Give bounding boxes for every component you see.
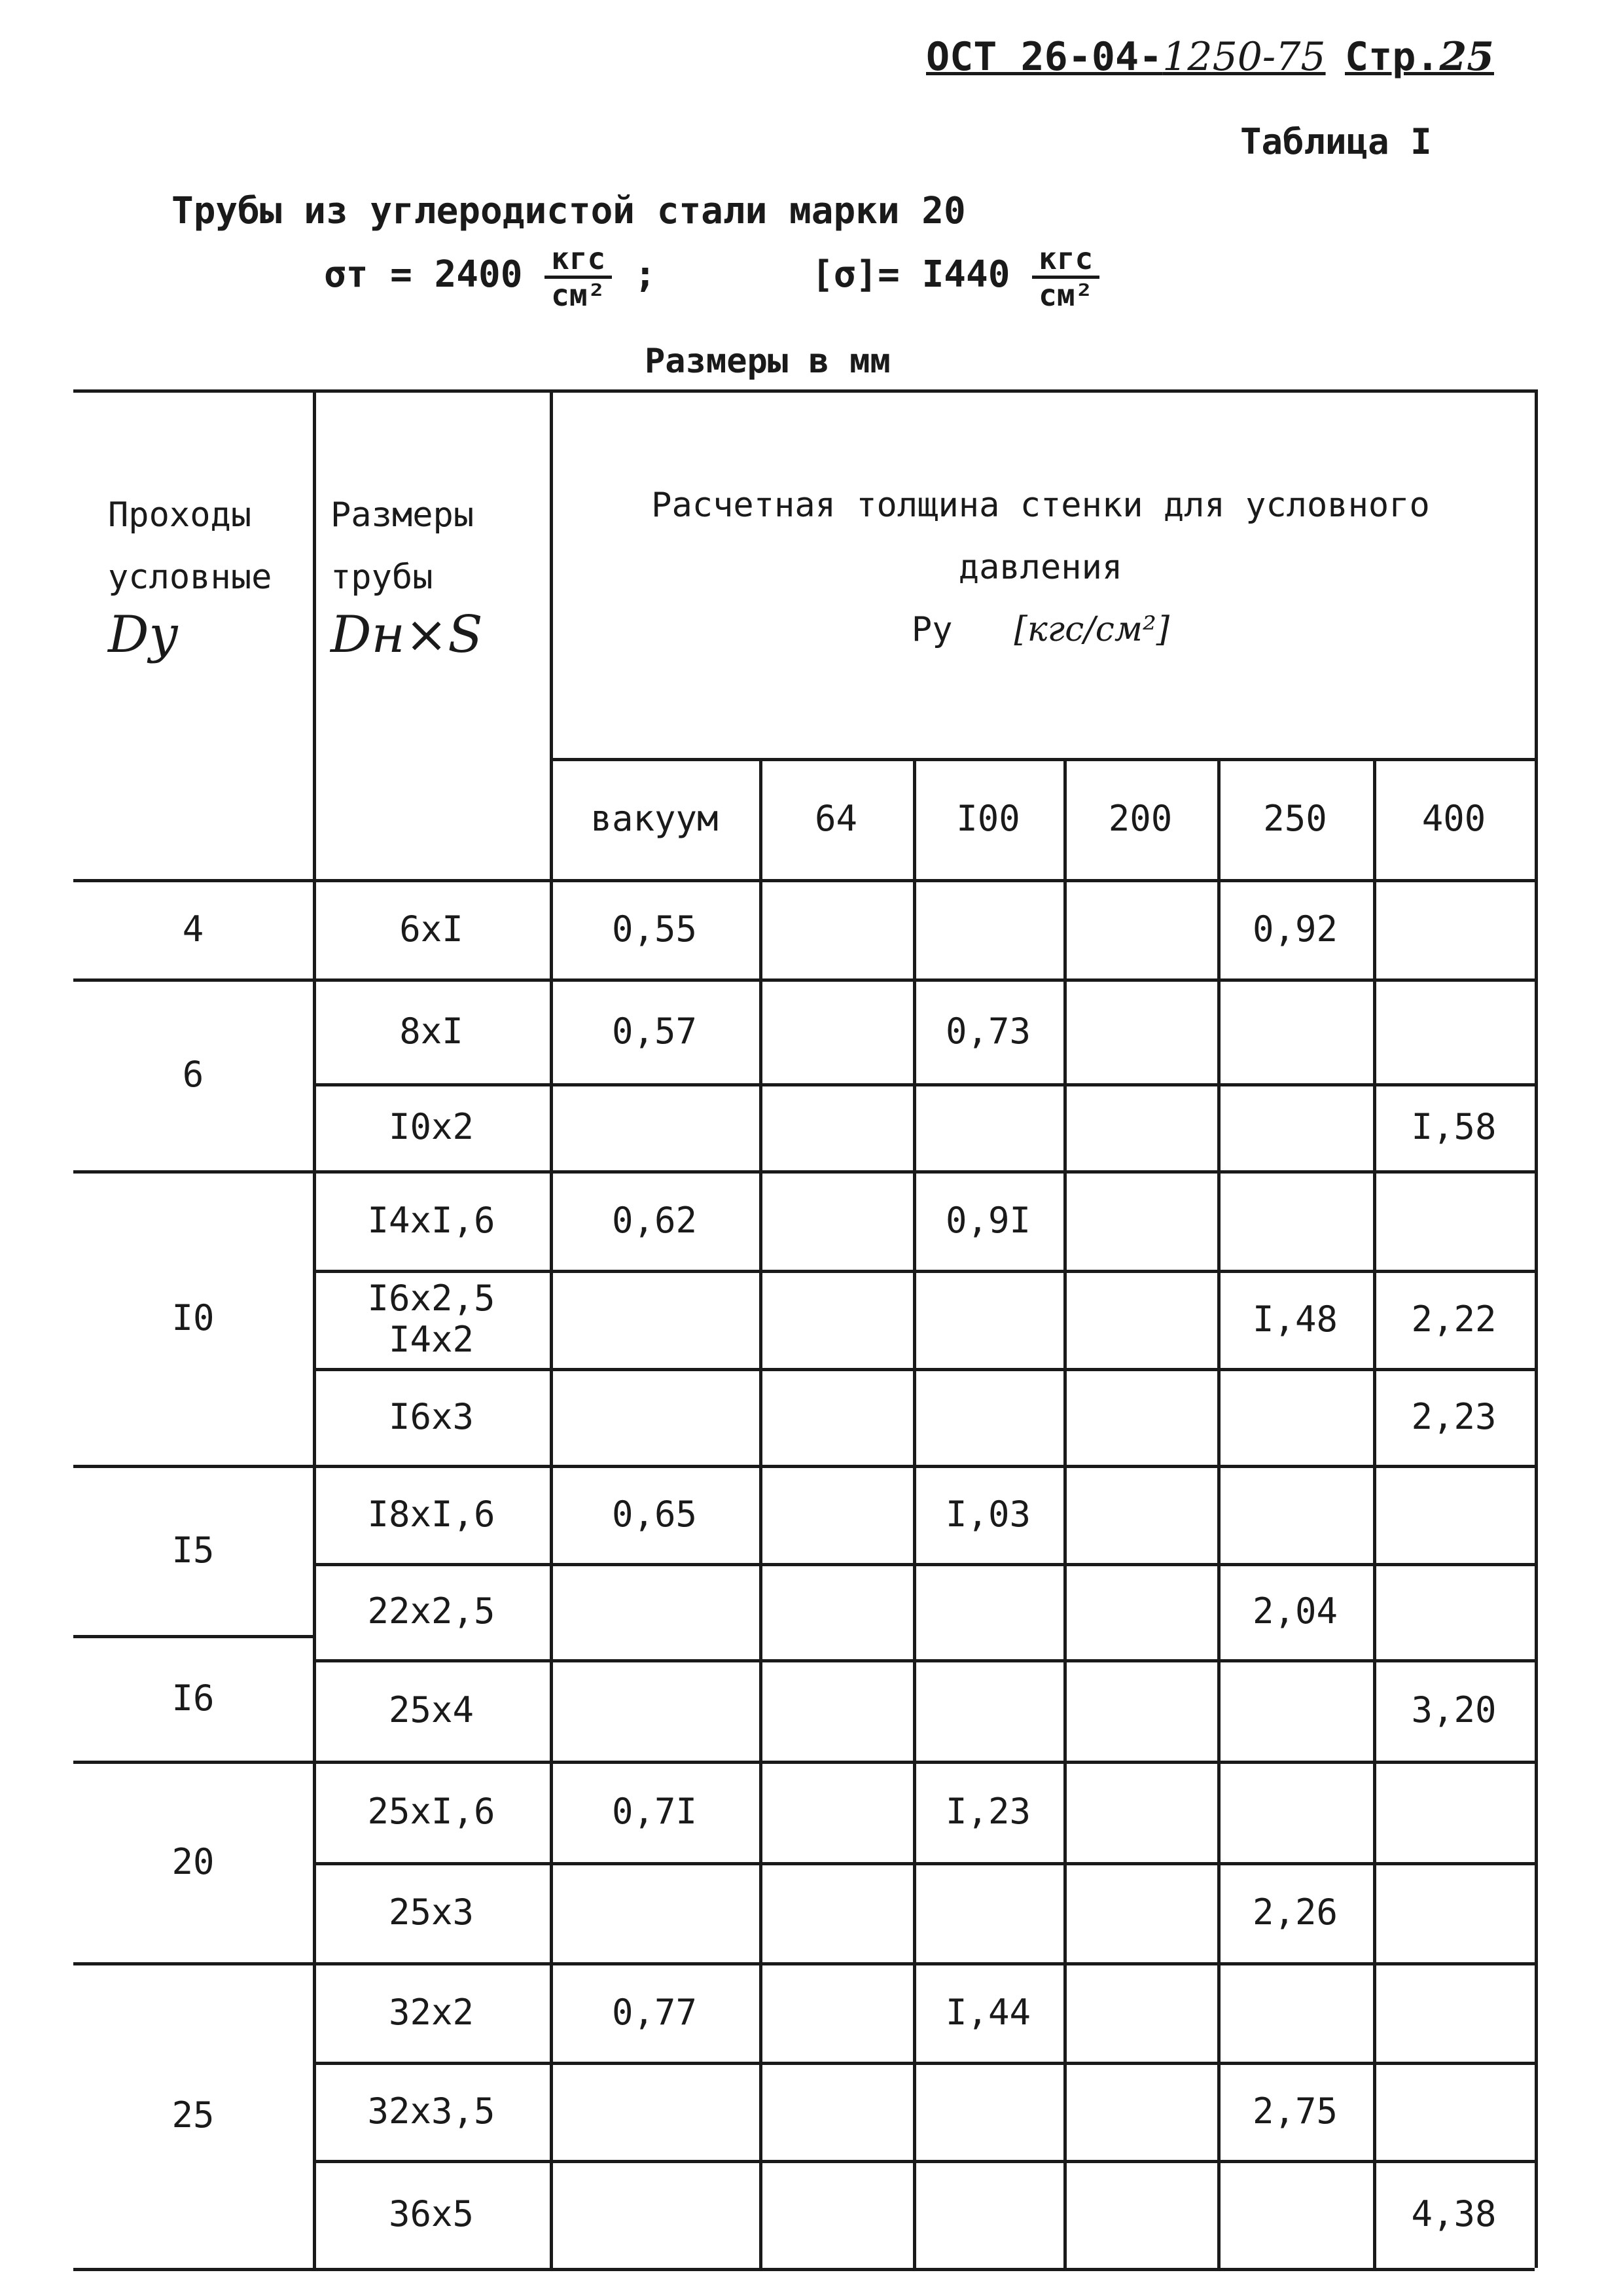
table-label: Таблица I xyxy=(1240,121,1432,162)
dy-value: 6 xyxy=(182,1054,204,1095)
table-bottom-border xyxy=(73,2268,1535,2271)
thickness-value: 3,20 xyxy=(1411,1689,1497,1731)
thickness-value xyxy=(1063,1083,1217,1170)
col-dy-header xyxy=(108,484,272,664)
thickness-value xyxy=(1217,1761,1373,1862)
thickness-value: 2,26 xyxy=(1252,1892,1338,1933)
pipe-size-value: 25x4 xyxy=(388,1689,474,1731)
thickness-value xyxy=(759,978,913,1083)
thickness-value xyxy=(759,1761,913,1862)
thickness-value xyxy=(1373,1962,1535,2062)
sigma-t-value: σт = 2400 xyxy=(324,253,523,296)
thickness-value: 0,77 xyxy=(611,1991,698,2033)
col-size-header-line1: Размеры xyxy=(330,495,474,535)
thickness-value xyxy=(550,1270,759,1368)
thickness-value: 2,23 xyxy=(1411,1395,1497,1437)
thickness-value xyxy=(913,1083,1063,1170)
pressure-header-line2: давления xyxy=(958,548,1123,587)
pipe-size-cell xyxy=(313,2160,550,2268)
thickness-value xyxy=(1063,1465,1217,1563)
thickness-value xyxy=(1217,1368,1373,1465)
thickness-value: 2,04 xyxy=(1252,1590,1338,1632)
document-number xyxy=(926,34,1326,80)
unit-denominator: см² xyxy=(551,277,606,313)
sigma-allow-value: [σ]= I440 xyxy=(812,253,1010,296)
thickness-value xyxy=(1217,1083,1373,1170)
pressure-col-header: вакуум xyxy=(590,798,719,839)
thickness-value: 0,73 xyxy=(945,1010,1031,1052)
thickness-value xyxy=(1063,2062,1217,2160)
thickness-value xyxy=(759,1862,913,1962)
table-top-border xyxy=(73,389,1535,393)
pipe-size-cell xyxy=(313,1465,550,1563)
pipe-size-cell xyxy=(313,1659,550,1761)
dy-value: 25 xyxy=(171,2094,215,2136)
pipe-size-cell xyxy=(313,1368,550,1465)
thickness-value xyxy=(1063,879,1217,978)
col-dy-header-line2: условные xyxy=(108,558,272,597)
thickness-value xyxy=(1373,978,1535,1083)
thickness-value xyxy=(1217,2160,1373,2268)
thickness-value: 0,55 xyxy=(611,908,698,950)
pressure-col-header: 400 xyxy=(1421,798,1486,839)
pipe-size-value: 25xI,6 xyxy=(367,1791,495,1832)
thickness-value xyxy=(1373,1862,1535,1962)
thickness-value xyxy=(759,2062,913,2160)
pipe-size-cell xyxy=(313,1270,550,1368)
thickness-value xyxy=(913,1563,1063,1659)
thickness-value xyxy=(759,2160,913,2268)
dy-value: 20 xyxy=(171,1840,215,1882)
unit-numerator: кгс xyxy=(544,242,612,279)
thickness-value xyxy=(759,1659,913,1761)
pipe-size-value: 25x3 xyxy=(388,1892,474,1933)
thickness-value xyxy=(1217,1962,1373,2062)
pressure-col-header: 250 xyxy=(1263,798,1327,839)
pipe-size-cell xyxy=(313,2062,550,2160)
pipe-size-cell xyxy=(313,1761,550,1862)
pipe-size-value: 22x2,5 xyxy=(367,1590,495,1632)
page-number-handwritten: 25 xyxy=(1439,34,1494,80)
formula-separator: ; xyxy=(633,253,656,296)
pipe-size-value: I4xI,6 xyxy=(367,1199,495,1241)
thickness-value xyxy=(1063,1170,1217,1270)
thickness-value xyxy=(1373,1563,1535,1659)
col-size-symbol: Dн×S xyxy=(330,605,483,664)
pipe-size-value: 8xI xyxy=(399,1010,463,1052)
thickness-value: 0,62 xyxy=(611,1199,698,1241)
unit-denominator-2: см² xyxy=(1039,277,1094,313)
thickness-value xyxy=(759,879,913,978)
thickness-value xyxy=(913,879,1063,978)
thickness-value: 0,92 xyxy=(1252,908,1338,950)
thickness-value xyxy=(1063,978,1217,1083)
pressure-col-header: 64 xyxy=(814,798,858,839)
thickness-value xyxy=(913,2062,1063,2160)
thickness-value xyxy=(759,1170,913,1270)
thickness-value: 2,75 xyxy=(1252,2090,1338,2132)
document-title: Трубы из углеродистой стали марки 20 xyxy=(171,190,966,232)
thickness-value xyxy=(913,1862,1063,1962)
pressure-symbol xyxy=(550,599,1531,661)
thickness-value: I,44 xyxy=(945,1991,1031,2033)
pipe-size-value: I6x3 xyxy=(388,1395,474,1437)
doc-number-handwritten: 1250-75 xyxy=(1162,34,1326,80)
col-dy-header-line1: Проходы xyxy=(108,495,252,535)
pipe-size-value: 36x5 xyxy=(388,2193,474,2234)
thickness-value xyxy=(1217,978,1373,1083)
thickness-value xyxy=(759,1563,913,1659)
yield-strength-formula xyxy=(324,242,656,312)
thickness-value: 2,22 xyxy=(1411,1298,1497,1340)
pipe-size-cell xyxy=(313,1170,550,1270)
unit-fraction-2 xyxy=(1032,242,1099,312)
pipe-size-value: I6x2,5 xyxy=(367,1278,495,1319)
thickness-value xyxy=(759,1962,913,2062)
pipe-size-value: 32x3,5 xyxy=(367,2090,495,2132)
thickness-value xyxy=(550,2062,759,2160)
thickness-value: 0,7I xyxy=(611,1791,698,1832)
thickness-value xyxy=(913,2160,1063,2268)
dy-value: I6 xyxy=(171,1677,215,1719)
pipe-size-cell xyxy=(313,1083,550,1170)
thickness-value xyxy=(1373,1761,1535,1862)
thickness-value xyxy=(1063,1659,1217,1761)
table-right-border xyxy=(1535,389,1538,2268)
col-dy-symbol: Dу xyxy=(108,605,179,664)
page-prefix: Стр. xyxy=(1345,34,1440,80)
thickness-value xyxy=(759,1465,913,1563)
thickness-value: 4,38 xyxy=(1411,2193,1497,2234)
pressure-col-header: I00 xyxy=(956,798,1020,839)
pressure-header-line1: Расчетная толщина стенки для условного xyxy=(651,486,1430,525)
col-size-header xyxy=(330,484,483,664)
page-number xyxy=(1345,34,1494,80)
thickness-value xyxy=(550,1083,759,1170)
thickness-value xyxy=(1217,1170,1373,1270)
thickness-value xyxy=(1063,1368,1217,1465)
thickness-value xyxy=(1063,1270,1217,1368)
thickness-value xyxy=(1373,1170,1535,1270)
pressure-unit: [кгс/см²] xyxy=(1014,610,1170,649)
pipe-size-value: I8xI,6 xyxy=(367,1493,495,1535)
dy-value: I0 xyxy=(171,1297,215,1338)
thickness-value: I,03 xyxy=(945,1493,1031,1535)
thickness-value xyxy=(759,1083,913,1170)
pipe-size-value-alt: I4x2 xyxy=(388,1319,474,1360)
thickness-value xyxy=(759,1270,913,1368)
pipe-size-value: I0x2 xyxy=(388,1106,474,1147)
thickness-value xyxy=(1063,1862,1217,1962)
thickness-value: 0,9I xyxy=(945,1199,1031,1241)
thickness-value xyxy=(1373,1465,1535,1563)
thickness-value xyxy=(550,1862,759,1962)
allowable-stress-formula xyxy=(812,242,1099,312)
thickness-value xyxy=(550,2160,759,2268)
thickness-value: 0,65 xyxy=(611,1493,698,1535)
col-size-header-line2: трубы xyxy=(330,558,433,597)
thickness-value: I,23 xyxy=(945,1791,1031,1832)
pressure-symbol-prefix: Pу xyxy=(911,610,953,649)
thickness-value xyxy=(913,1659,1063,1761)
doc-number-prefix: ОСТ 26-04- xyxy=(926,34,1163,80)
thickness-value xyxy=(913,1270,1063,1368)
thickness-value xyxy=(1063,2160,1217,2268)
pipe-size-cell xyxy=(313,1563,550,1659)
dy-value: 4 xyxy=(182,908,204,950)
thickness-value xyxy=(1373,2062,1535,2160)
thickness-value xyxy=(550,1563,759,1659)
thickness-value xyxy=(1063,1563,1217,1659)
pressure-col-header: 200 xyxy=(1108,798,1173,839)
pressure-header xyxy=(550,475,1531,661)
pipe-size-value: 32x2 xyxy=(388,1991,474,2033)
thickness-value xyxy=(1217,1659,1373,1761)
unit-numerator-2: кгс xyxy=(1032,242,1099,279)
pipe-size-cell xyxy=(313,879,550,978)
thickness-value xyxy=(550,1659,759,1761)
thickness-value: I,48 xyxy=(1252,1298,1338,1340)
units-note: Размеры в мм xyxy=(645,342,891,381)
pipe-size-cell xyxy=(313,1862,550,1962)
dy-value: I5 xyxy=(171,1529,215,1571)
thickness-value: I,58 xyxy=(1411,1106,1497,1147)
thickness-value xyxy=(1373,879,1535,978)
thickness-value xyxy=(1063,1761,1217,1862)
thickness-value xyxy=(1063,1962,1217,2062)
thickness-value: 0,57 xyxy=(611,1010,698,1052)
pipe-size-cell xyxy=(313,1962,550,2062)
pipe-size-value: 6xI xyxy=(399,908,463,950)
thickness-value xyxy=(759,1368,913,1465)
thickness-value xyxy=(1217,1465,1373,1563)
unit-fraction xyxy=(544,242,612,312)
pipe-size-cell xyxy=(313,978,550,1083)
thickness-value xyxy=(550,1368,759,1465)
thickness-value xyxy=(913,1368,1063,1465)
